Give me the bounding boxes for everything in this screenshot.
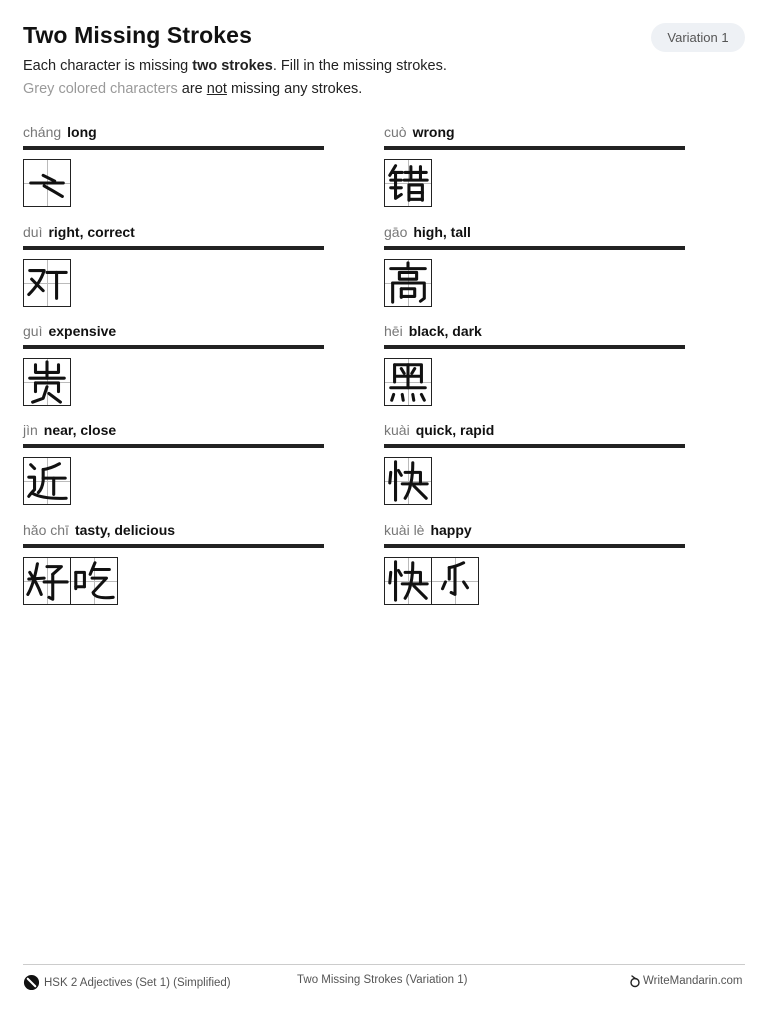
divider [384, 544, 685, 548]
footer-set-name [23, 974, 231, 991]
brush-logo-icon [23, 974, 40, 991]
meaning: high, tall [413, 224, 471, 240]
cuo-partial-icon [385, 160, 431, 206]
pinyin: kuài [384, 422, 410, 438]
meaning: tasty, delicious [74, 522, 176, 538]
hao-partial-icon [24, 558, 70, 604]
gao-partial-icon [385, 260, 431, 306]
character-box[interactable] [23, 259, 71, 307]
pinyin: cuò [384, 124, 407, 140]
character-box[interactable] [384, 159, 432, 207]
divider [384, 246, 685, 250]
meaning: long [67, 124, 97, 140]
character-box[interactable] [432, 557, 479, 605]
kuai-partial-icon [385, 458, 431, 504]
divider [23, 544, 324, 548]
pinyin: kuài lè [384, 522, 425, 538]
exercise-card [23, 420, 325, 440]
hei-partial-icon [385, 359, 431, 405]
divider [23, 146, 324, 150]
chi-partial-icon [71, 558, 117, 604]
meaning: near, close [43, 422, 117, 438]
exercise-card [384, 321, 686, 341]
dui-partial-icon [24, 260, 70, 306]
divider [384, 146, 685, 150]
footer-divider [23, 964, 745, 965]
instruction-text: Each character is missing [23, 58, 193, 74]
exercise-card [23, 222, 325, 242]
le-partial-icon [432, 558, 478, 604]
meaning: quick, rapid [415, 422, 495, 438]
meaning: right, correct [48, 224, 135, 240]
instruction-line-1 [23, 58, 447, 74]
exercise-card [23, 122, 325, 142]
divider [384, 345, 685, 349]
character-box[interactable] [384, 457, 432, 505]
instruction-text: . Fill in the missing strokes. [272, 58, 447, 74]
footer-left-text: HSK 2 Adjectives (Set 1) (Simplified) [44, 976, 231, 989]
exercise-card [384, 520, 686, 540]
meaning: wrong [412, 124, 455, 140]
instruction-underline: not [206, 81, 227, 97]
pinyin: cháng [23, 124, 62, 140]
character-box[interactable] [23, 159, 71, 207]
character-box[interactable] [384, 557, 432, 605]
meaning: black, dark [408, 323, 482, 339]
site-link[interactable]: WriteMandarin.com [643, 975, 743, 987]
pinyin: gāo [384, 224, 408, 240]
exercise-card [23, 321, 325, 341]
character-box[interactable] [23, 457, 71, 505]
gui-partial-icon [24, 359, 70, 405]
pinyin: jìn [23, 422, 38, 438]
kuai-2-partial-icon [385, 558, 431, 604]
page-title: Two Missing Strokes [23, 22, 252, 48]
divider [23, 246, 324, 250]
meaning: expensive [48, 323, 117, 339]
instruction-text: missing any strokes. [226, 81, 363, 97]
chang-partial-icon [24, 160, 70, 206]
exercise-card [23, 520, 325, 540]
pinyin: hǎo chī [23, 522, 69, 538]
character-box[interactable] [384, 259, 432, 307]
pinyin: guì [23, 323, 43, 339]
variation-badge[interactable]: Variation 1 [651, 23, 745, 52]
character-box[interactable] [23, 557, 71, 605]
character-box[interactable] [23, 358, 71, 406]
divider [23, 444, 324, 448]
instruction-line-2 [23, 81, 362, 97]
divider [384, 444, 685, 448]
instruction-text: are [177, 81, 207, 97]
meaning: happy [430, 522, 472, 538]
exercise-card [384, 420, 686, 440]
pinyin: hēi [384, 323, 403, 339]
footer-site[interactable] [629, 974, 743, 988]
pinyin: duì [23, 224, 43, 240]
instruction-emphasis: two strokes [192, 58, 273, 74]
exercise-card [384, 222, 686, 242]
divider [23, 345, 324, 349]
site-logo-icon [629, 974, 641, 988]
jin-partial-icon [24, 458, 70, 504]
character-box[interactable] [71, 557, 118, 605]
footer-worksheet-title: Two Missing Strokes (Variation 1) [297, 974, 468, 986]
character-box[interactable] [384, 358, 432, 406]
grey-characters-note: Grey colored characters [23, 81, 178, 97]
exercise-card [384, 122, 686, 142]
